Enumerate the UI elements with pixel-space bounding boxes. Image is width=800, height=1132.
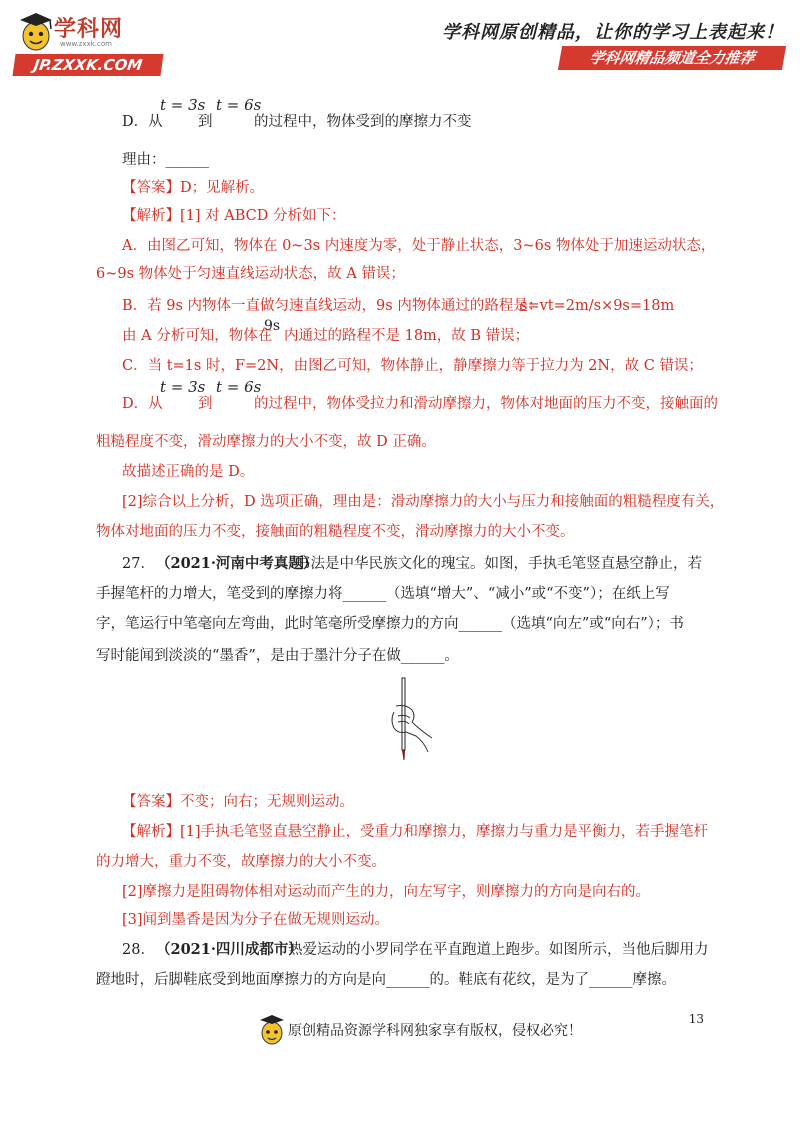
q27-line2: 手握笔杆的力增大，笔受到的摩擦力将______（选填“增大”、“减小”或“不变”）；在纸上写 [96, 586, 670, 602]
copyright-notice: 原创精品资源学科网独家享有版权，侵权必究！ [288, 1023, 582, 1039]
answer-26: 【答案】D；见解析。 [122, 180, 265, 196]
option-d-t2: t = 6s [216, 96, 262, 114]
analysis-27-line3: [2]摩擦力是阻碍物体相对运动而产生的力，向左写字，则摩擦力的方向是向右的。 [122, 884, 651, 900]
analysis-a-line1: A．由图乙可知，物体在 0~3s 内速度为零，处于静止状态，3~6s 物体处于加速运动状态， [122, 238, 716, 254]
analysis-2-line2: 物体对地面的压力不变，接触面的粗糙程度不变，滑动摩擦力的大小不变。 [96, 524, 575, 540]
q28-source: （2021·四川成都市） [156, 941, 303, 958]
mascot-icon [16, 10, 56, 54]
analysis-d-line2: 粗糙程度不变，滑动摩擦力的大小不变，故 D 正确。 [96, 434, 436, 450]
q27-line4: 写时能闻到淡淡的“墨香”，是由于墨汁分子在做______。 [96, 648, 459, 664]
option-d-mid: 到 [198, 114, 213, 130]
site-logo [12, 10, 162, 74]
logo-band: JP.ZXXK.COM [12, 54, 163, 76]
analysis-b-9s: 9s [264, 318, 281, 334]
analysis-a-line2: 6~9s 物体处于匀速直线运动状态，故 A 错误； [96, 266, 405, 282]
analysis-27-line1: 【解析】[1]手执毛笔竖直悬空静止，受重力和摩擦力，摩擦力与重力是平衡力，若手握笔杆 [122, 824, 709, 840]
page-number: 13 [688, 1012, 704, 1026]
brush-hand-figure [376, 676, 438, 766]
logo-text: 学科网 [54, 17, 124, 42]
option-d-suffix: 的过程中，物体受到的摩擦力不变 [254, 114, 472, 130]
analysis-b-line1: B．若 9s 内物体一直做匀速直线运动，9s 内物体通过的路程是： [122, 298, 543, 314]
option-d-t1: t = 3s [160, 96, 206, 114]
q27-source: （2021·河南中考真题） [156, 555, 318, 572]
analysis-d-prefix: D．从 [122, 396, 163, 412]
analysis-c-line: C．当 t=1s 时，F=2N，由图乙可知，物体静止，静摩擦力等于拉力为 2N，故 C 错误； [122, 358, 703, 374]
analysis-27-line2: 的力增大，重力不变，故摩擦力的大小不变。 [96, 854, 386, 870]
analysis-d-t2: t = 6s [216, 378, 262, 396]
analysis-choose: 故描述正确的是 D。 [122, 464, 255, 480]
header-slogan: 学科网原创精品，让你的学习上表起来！ [442, 22, 784, 43]
analysis-2-line1: [2]综合以上分析，D 选项正确，理由是：滑动摩擦力的大小与压力和接触面的粗糙程度有关， [122, 494, 725, 510]
analysis-b-line2-post: 内通过的路程不是 18m，故 B 错误； [284, 328, 530, 344]
analysis-d-t1: t = 3s [160, 378, 206, 396]
analysis-b-formula: s=vt=2m/s×9s=18m [520, 298, 675, 314]
analysis-d-mid: 到 [198, 396, 213, 412]
reason-blank: 理由：______ [122, 152, 209, 168]
analysis-27-line4: [3]闻到墨香是因为分子在做无规则运动。 [122, 912, 390, 928]
analysis-b-line2-pre: 由 A 分析可知，物体在 [122, 328, 273, 344]
mascot-icon [258, 1012, 286, 1046]
analysis-d-suffix: 的过程中，物体受拉力和滑动摩擦力，物体对地面的压力不变，接触面的 [254, 396, 718, 412]
q28-number: 28． [122, 942, 155, 958]
header-banner: 学科网精品频道全力推荐 [558, 46, 786, 70]
q28-line2: 蹬地时，后脚鞋底受到地面摩擦力的方向是向______的。鞋底有花纹，是为了______摩擦。 [96, 972, 676, 988]
logo-url: www.zxxk.com [60, 40, 112, 48]
q27-line1: 书法是中华民族文化的瑰宝。如图，手执毛笔竖直悬空静止，若 [296, 556, 702, 572]
analysis-26-head: 【解析】[1] 对 ABCD 分析如下： [122, 208, 346, 224]
answer-27: 【答案】不变；向右；无规则运动。 [122, 794, 354, 810]
option-d-prefix: D．从 [122, 114, 163, 130]
q28-line1: 热爱运动的小罗同学在平直跑道上跑步。如图所示，当他后脚用力 [288, 942, 709, 958]
q27-number: 27． [122, 556, 155, 572]
q27-line3: 字，笔运行中笔毫向左弯曲，此时笔毫所受摩擦力的方向______（选填“向左”或“向右”）；书 [96, 616, 684, 632]
